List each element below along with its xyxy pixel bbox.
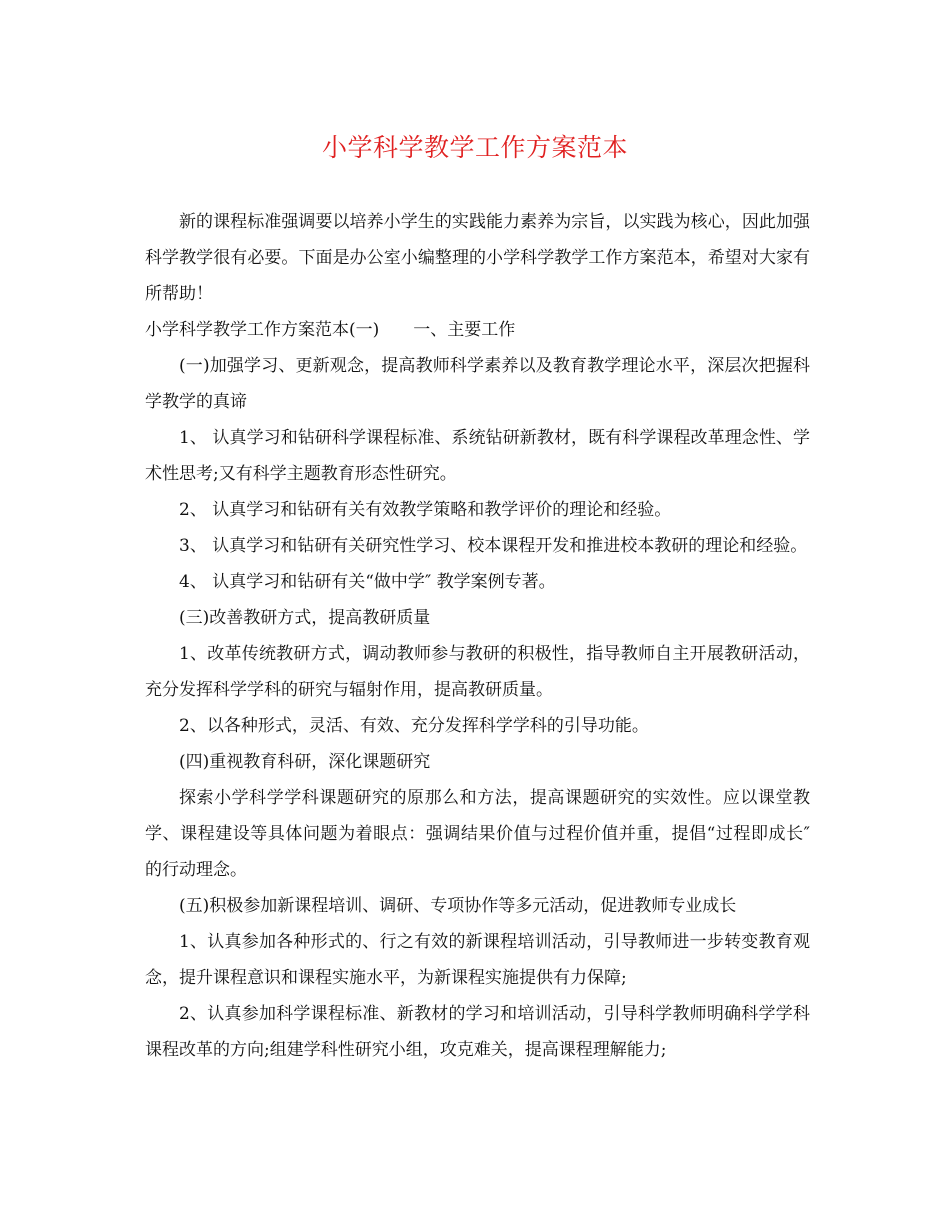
list-item-1: 1、 认真学习和钻研科学课程标准、系统钻研新教材，既有科学课程改革理念性、学术性思考;又有科学主题教育形态性研究。 bbox=[145, 428, 810, 484]
subheading-3: (三)改善教研方式，提高教研质量 bbox=[179, 608, 431, 628]
list-item-8: 2、认真参加科学课程标准、新教材的学习和培训活动，引导科学教师明确科学学科课程改革的方向;组建学科性研究小组，攻克难关，提高课程理解能力; bbox=[145, 1004, 810, 1060]
subheading-5: (五)积极参加新课程培训、调研、专项协作等多元活动，促进教师专业成长 bbox=[179, 896, 737, 916]
document-body bbox=[145, 204, 810, 1068]
subheading-1: (一)加强学习、更新观念，提高教师科学素养以及教育教学理论水平，深层次把握科学教学的真谛 bbox=[145, 356, 810, 412]
list-item-4: 4、 认真学习和钻研有关“做中学″ 教学案例专著。 bbox=[179, 572, 556, 592]
list-item-2: 2、 认真学习和钻研有关有效教学策略和教学评价的理论和经验。 bbox=[179, 500, 672, 520]
list-item-5: 1、改革传统教研方式，调动教师参与教研的积极性，指导教师自主开展教研活动，充分发挥科学学科的研究与辐射作用，提高教研质量。 bbox=[145, 644, 810, 700]
subheading-4: (四)重视教育科研，深化课题研究 bbox=[179, 752, 431, 772]
section-heading: 小学科学教学工作方案范本(一) 一、主要工作 bbox=[145, 320, 516, 340]
paragraph-intro: 新的课程标准强调要以培养小学生的实践能力素养为宗旨，以实践为核心，因此加强科学教学很有必要。下面是办公室小编整理的小学科学教学工作方案范本，希望对大家有所帮助！ bbox=[145, 212, 810, 304]
list-item-3: 3、 认真学习和钻研有关研究性学习、校本课程开发和推进校本教研的理论和经验。 bbox=[179, 536, 808, 556]
list-item-6: 2、以各种形式，灵活、有效、充分发挥科学学科的引导功能。 bbox=[179, 716, 649, 736]
list-item-7: 1、认真参加各种形式的、行之有效的新课程培训活动，引导教师进一步转变教育观念，提升课程意识和课程实施水平，为新课程实施提供有力保障; bbox=[145, 932, 810, 988]
document-title: 小学科学教学工作方案范本 bbox=[321, 133, 628, 162]
paragraph-research: 探索小学科学学科课题研究的原那么和方法，提高课题研究的实效性。应以课堂教学、课程建设等具体问题为着眼点：强调结果价值与过程价值并重，提倡“过程即成长″ 的行动理念。 bbox=[145, 788, 810, 880]
